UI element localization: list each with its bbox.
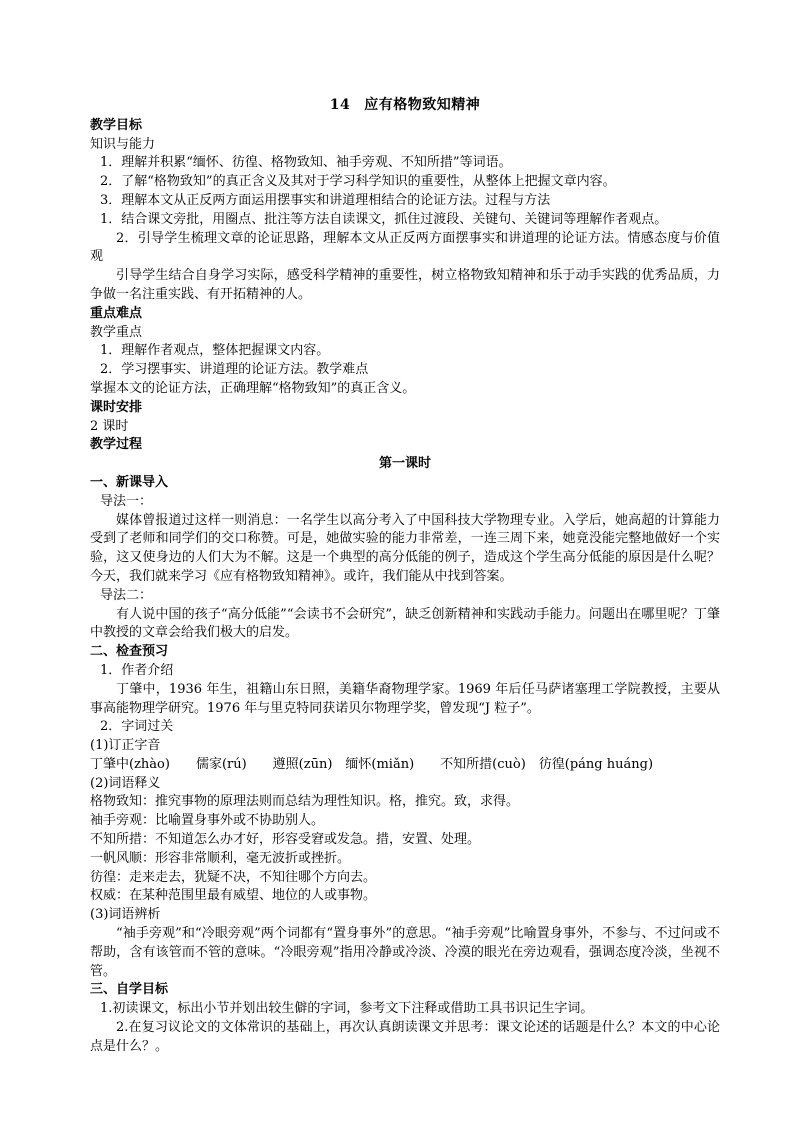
document-body bbox=[90, 117, 720, 1057]
text-line: 1．理解并积累“缅怀、彷徨、格物致知、袖手旁观、不知所措”等词语。 bbox=[100, 155, 512, 171]
text-line: 一帆风顺：形容非常顺利，毫无波折或挫折。 bbox=[90, 850, 351, 866]
step-heading: 一、新课导入 bbox=[90, 474, 169, 490]
paragraph: 引导学生结合自身学习实际，感受科学精神的重要性，树立格物致知精神和乐于动手实践的优秀品质，力争做一名注重实践、有开拓精神的人。 bbox=[90, 268, 720, 302]
text-line: 导法二： bbox=[100, 587, 153, 603]
text-line: 导法一： bbox=[100, 493, 153, 509]
text-line: 2．学习摆事实、讲道理的论证方法。教学难点 bbox=[100, 362, 369, 378]
lesson-title: 应有格物致知精神 bbox=[364, 97, 481, 113]
paragraph: 2．引导学生梳理文章的论证思路，理解本文从正反两方面摆事实和讲道理的论证方法。情感态度与价值观 bbox=[90, 230, 720, 265]
text-line: (1)订正字音 bbox=[90, 738, 161, 754]
text-line: 3．理解本文从正反两方面运用摆事实和讲道理相结合的论证方法。过程与方法 bbox=[100, 192, 551, 208]
step-heading: 二、检查预习 bbox=[90, 644, 169, 660]
section-heading: 教学目标 bbox=[90, 117, 143, 133]
text-line: 知识与能力 bbox=[90, 136, 156, 152]
paragraph: “袖手旁观”和“冷眼旁观”两个词都有“置身事外”的意思。“袖手旁观”比喻置身事外，不参与、不过问或不帮助，含有该管而不管的意味。“冷眼旁观”指用冷静或冷淡、冷漠的眼光在旁边观看，强调态度冷淡，坐视不管。 bbox=[90, 926, 720, 979]
text-line: (2)词语释义 bbox=[90, 775, 161, 791]
text-line: 权威：在某种范围里最有威望、地位的人或事物。 bbox=[90, 888, 377, 904]
paragraph: 丁肇中，1936 年生，祖籍山东日照，美籍华裔物理学家。1969 年后任马萨诸塞理工学院教授，主要从事高能物理学研究。1976 年与里克特同获诺贝尔物理学奖，曾发现“J 粒子”。 bbox=[90, 681, 720, 716]
text-line: 1．作者介绍 bbox=[100, 662, 174, 678]
text-line: 掌握本文的论证方法，正确理解“格物致知”的真正含义。 bbox=[90, 380, 416, 396]
text-line: 丁肇中(zhào) 儒家(rú) 遵照(zūn) 缅怀(miǎn) 不知所措(cuò) 彷徨(páng huáng) bbox=[90, 756, 654, 772]
document-page bbox=[90, 96, 720, 1057]
text-line: 2．了解“格物致知”的真正含义及其对于学习科学知识的重要性，从整体上把握文章内容。 bbox=[100, 174, 616, 190]
text-line: (3)词语辨析 bbox=[90, 907, 161, 923]
text-line: 彷徨：走来走去，犹疑不决，不知往哪个方向去。 bbox=[90, 869, 377, 885]
section-heading: 教学过程 bbox=[90, 437, 143, 453]
paragraph: 2.在复习议论文的文体常识的基础上，再次认真朗读课文并思考：课文论述的话题是什么？本文的中心论点是什么？。 bbox=[90, 1020, 720, 1054]
paragraph: 有人说中国的孩子“高分低能”“会读书不会研究”，缺乏创新精神和实践动手能力。问题出在哪里呢？丁肇中教授的文章会给我们极大的启发。 bbox=[90, 606, 720, 641]
document-title bbox=[90, 96, 720, 115]
paragraph: 媒体曾报道过这样一则消息：一名学生以高分考入了中国科技大学物理专业。入学后，她高超的计算能力受到了老师和同学们的交口称赞。可是，她做实验的能力非常差，一连三周下来，她竟没能完整地做好一个实验，这又使身边的人们大为不解。这是一个典型的高分低能的例子，造成这个学生高分低能的原因是什么呢？今天，我们就来学习《应有格物致知精神》。或许，我们能从中找到答案。 bbox=[90, 512, 720, 584]
text-line: 1．结合课文旁批，用圈点、批注等方法自读课文，抓住过渡段、关键句、关键词等理解作者观点。 bbox=[100, 211, 668, 227]
section-heading: 课时安排 bbox=[90, 399, 143, 415]
text-line: 1．理解作者观点，整体把握课文内容。 bbox=[100, 343, 330, 359]
text-line: 袖手旁观：比喻置身事外或不协助别人。 bbox=[90, 813, 325, 829]
lesson-number: 14 bbox=[329, 97, 351, 113]
text-line: 2．字词过关 bbox=[100, 719, 174, 735]
section-heading: 重点难点 bbox=[90, 305, 143, 321]
step-heading: 三、自学目标 bbox=[90, 982, 169, 998]
text-line: 不知所措：不知道怎么办才好，形容受窘或发急。措，安置、处理。 bbox=[90, 832, 481, 848]
text-line: 2 课时 bbox=[90, 418, 129, 434]
text-line: 1.初读课文，标出小节并划出较生僻的字词，参考文下注释或借助工具书识记生字词。 bbox=[100, 1001, 594, 1017]
lesson-period-heading: 第一课时 bbox=[378, 456, 431, 472]
text-line: 格物致知：推究事物的原理法则而总结为理性知识。格，推究。致，求得。 bbox=[90, 794, 520, 810]
text-line: 教学重点 bbox=[90, 324, 143, 340]
